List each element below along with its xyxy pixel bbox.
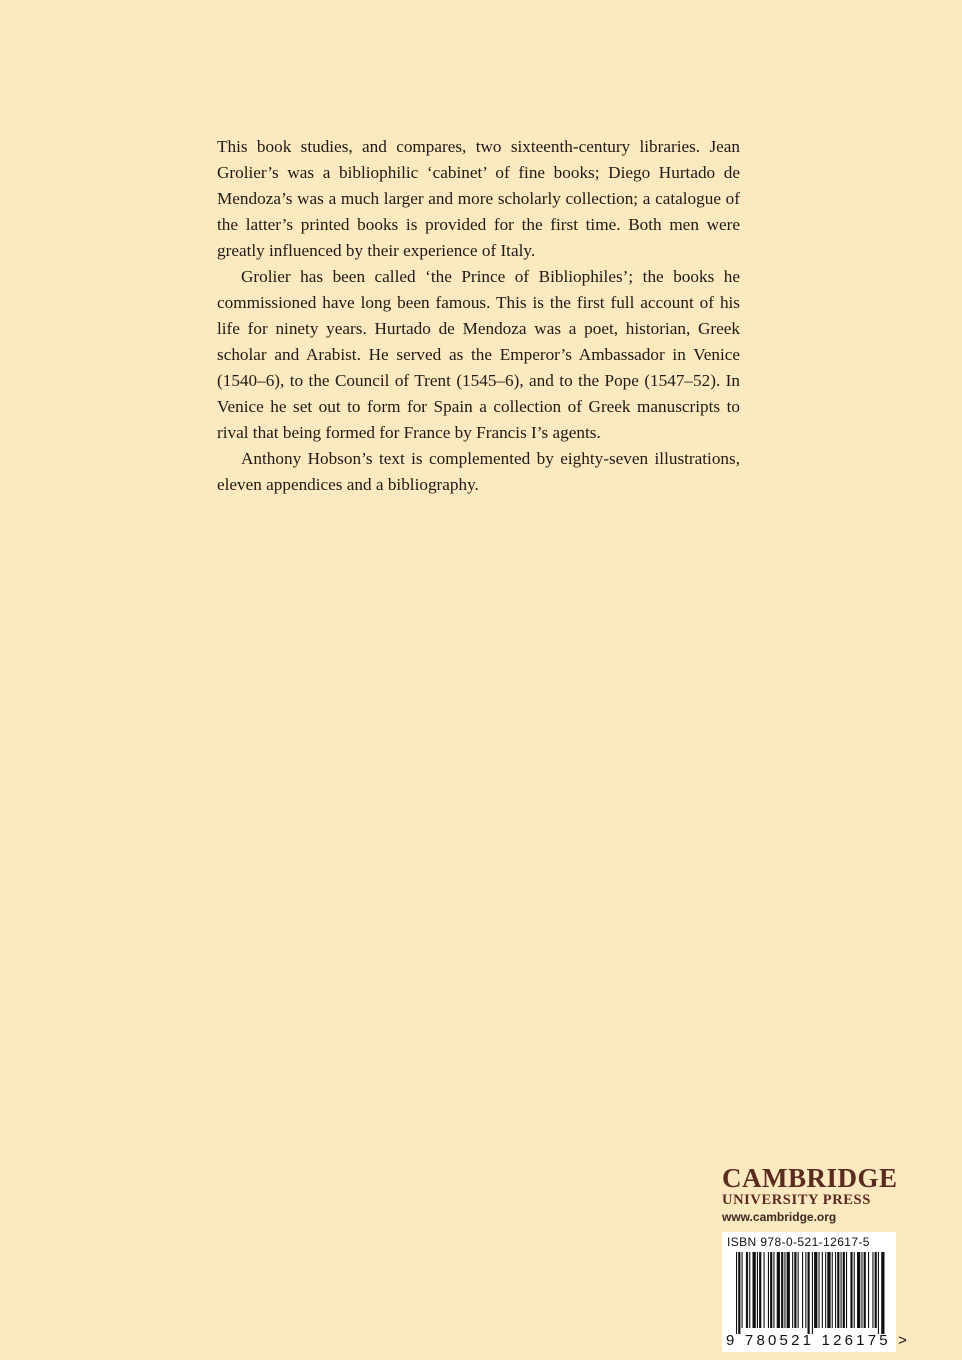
barcode-bar <box>814 1252 817 1328</box>
barcode-bar <box>843 1252 845 1328</box>
barcode-bar <box>802 1252 803 1328</box>
barcode-bar <box>770 1252 772 1328</box>
barcode-bar <box>812 1252 813 1334</box>
barcode-bar <box>794 1252 796 1328</box>
barcode-bar <box>784 1252 785 1328</box>
barcode-bar <box>827 1252 830 1328</box>
barcode-bar <box>872 1252 873 1328</box>
barcode-bar <box>805 1252 806 1328</box>
publisher-name: CAMBRIDGE <box>722 1163 898 1193</box>
barcode-bar <box>777 1252 780 1328</box>
barcode-bar <box>850 1252 852 1328</box>
barcode-bar <box>846 1252 847 1328</box>
barcode-bar <box>864 1252 866 1328</box>
barcode-bar <box>861 1252 862 1328</box>
publisher-logo <box>722 1164 896 1226</box>
barcode-bar <box>753 1252 756 1328</box>
barcode-bar <box>773 1252 774 1328</box>
barcode-bar <box>764 1252 765 1328</box>
publisher-url: www.cambridge.org <box>722 1210 837 1224</box>
blurb-text <box>217 134 740 498</box>
barcode-digits: 9 780521 126175 > <box>726 1332 911 1349</box>
barcode-bar <box>808 1252 810 1334</box>
isbn-label: ISBN 978-0-521-12617-5 <box>727 1235 870 1249</box>
isbn-barcode <box>722 1232 911 1352</box>
publisher-subname: UNIVERSITY PRESS <box>722 1192 871 1208</box>
barcode-bar <box>742 1252 743 1328</box>
barcode-bar <box>768 1252 769 1328</box>
barcode-bar <box>835 1252 836 1328</box>
barcode-bar <box>792 1252 793 1328</box>
barcode-bar <box>819 1252 820 1328</box>
barcode-bar <box>787 1252 790 1328</box>
barcode-bar <box>878 1252 879 1334</box>
barcode-bar <box>854 1252 855 1328</box>
barcode-bar <box>749 1252 750 1328</box>
barcode-bar <box>746 1252 748 1328</box>
barcode-bar <box>759 1252 761 1328</box>
barcode-bar <box>841 1252 842 1328</box>
blurb-paragraph-3: Anthony Hobson’s text is complemented by eighty-seven illustrations, eleven appendices and a bibliography. <box>217 449 740 494</box>
barcode-bar <box>825 1252 826 1328</box>
barcode-bar <box>868 1252 869 1328</box>
barcode-bar <box>798 1252 799 1328</box>
barcode-bar <box>822 1252 823 1328</box>
barcode-bar <box>881 1252 884 1334</box>
barcode-bar <box>738 1252 740 1334</box>
barcode-bar <box>736 1252 737 1334</box>
barcode-bar <box>837 1252 839 1328</box>
barcode-bars <box>722 1252 896 1334</box>
barcode-bar <box>857 1252 860 1328</box>
blurb-paragraph-1: This book studies, and compares, two sixteenth-century libraries. Jean Grolier’s was a bibliophilic ‘cabinet’ of fine books; Diego Hurtado de Mendoza’s was a much larger and more scholarly collection; a catalogue of the latter’s printed books is provided for the first time. Both men were greatly influenced by their experience of Italy. <box>217 137 740 260</box>
barcode-bar <box>757 1252 758 1328</box>
barcode-bar <box>832 1252 833 1328</box>
barcode-bar <box>781 1252 783 1328</box>
barcode-bar <box>875 1252 877 1328</box>
blurb-paragraph-2: Grolier has been called ‘the Prince of Bibliophiles’; the books he commissioned have long been famous. This is the first full account of his life for ninety years. Hurtado de Mendoza was a poet, historian, Greek scholar and Arabist. He served as the Emperor’s Ambassador in Venice (1540–6), to the Council of Trent (1545–6), and to the Pope (1547–52). In Venice he set out to form for Spain a collection of Greek manuscripts to rival that being formed for France by Francis I’s agents. <box>217 267 740 442</box>
